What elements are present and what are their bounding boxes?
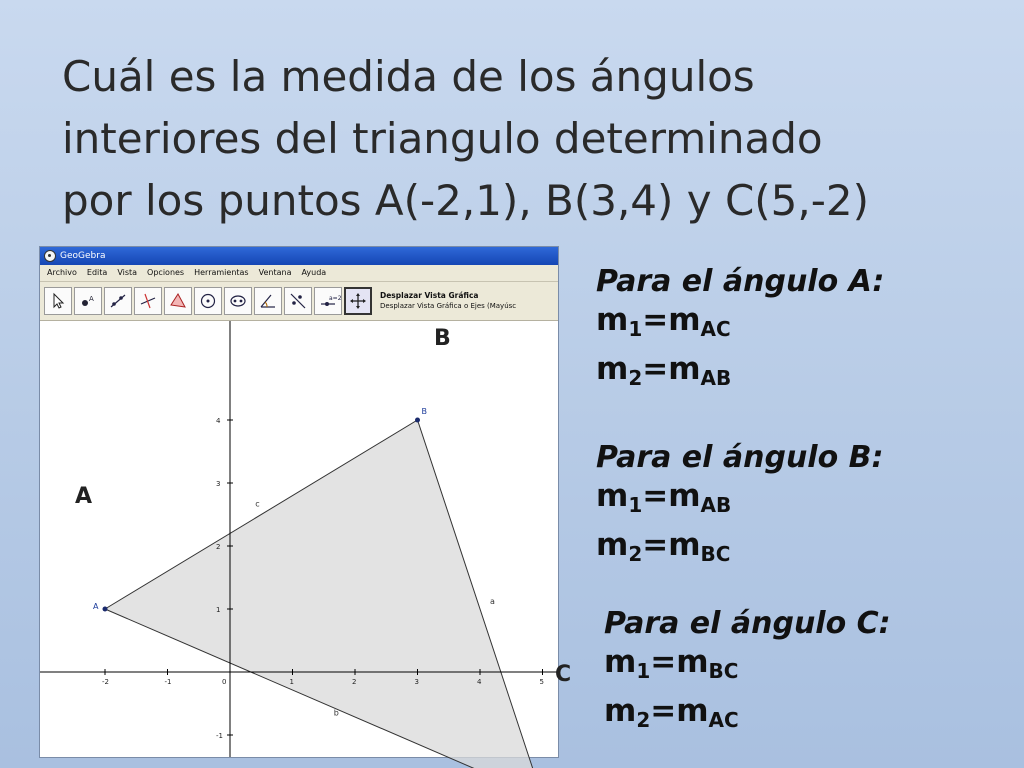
overlay-label-b: B [434,326,451,351]
menu-archivo[interactable]: Archivo [47,268,77,277]
angle-a-heading: Para el ángulo A: [596,264,885,299]
geogebra-logo-icon [44,250,56,262]
toolbar [40,282,558,321]
x-tick-label: -2 [102,678,109,686]
conic-tool-button[interactable] [224,287,252,315]
polygon-icon [169,292,187,310]
geogebra-window [39,246,559,758]
x-tick-label: 2 [352,678,357,686]
angle-b-m2: $m_2=m_{BC}$ [596,527,731,566]
tool-info [380,291,516,311]
menu-vista[interactable]: Vista [117,268,138,277]
point-tool-button[interactable] [74,287,102,315]
x-tick-label: 4 [477,678,482,686]
menu-herramientas[interactable]: Herramientas [194,268,249,277]
active-tool-name: Desplazar Vista Gráfica [380,291,479,300]
graphics-view[interactable] [40,321,558,757]
y-tick-label: 2 [216,543,221,551]
move-arrows-icon [349,292,367,310]
point-icon [79,292,97,310]
title-line-3: por los puntos A(-2,1), B(3,4) y C(5,-2) [62,176,870,225]
x-tick-label: 1 [289,678,294,686]
title-line-2: interiores del triangulo determinado [62,114,823,163]
overlay-label-a: A [75,484,93,509]
perpendicular-icon [139,292,157,310]
x-tick-label: 5 [539,678,544,686]
angle-icon [259,292,277,310]
svg-text:A: A [89,295,94,303]
ellipse-icon [229,292,247,310]
arrow-cursor-icon [49,292,67,310]
slide-title [62,46,962,232]
x-tick-label: 0 [222,678,227,686]
active-tool-help: Desplazar Vista Gráfica o Ejes (Mayúsc [380,302,517,310]
angle-tool-button[interactable] [254,287,282,315]
circle-tool-button[interactable] [194,287,222,315]
menu-bar [40,265,558,282]
x-tick-label: 3 [414,678,419,686]
menu-edita[interactable]: Edita [86,268,108,277]
angle-b-block [596,440,884,574]
slider-tool-button[interactable] [314,287,342,315]
title-line-1: Cuál es la medida de los ángulos [62,52,755,101]
angle-c-heading: Para el ángulo C: [604,606,891,641]
segment-label-a: a [490,597,495,606]
move-view-tool-button[interactable] [344,287,372,315]
point-label-b: B [421,407,427,416]
perpendicular-tool-button[interactable] [134,287,162,315]
menu-ventana[interactable]: Ventana [258,268,292,277]
segment-label-c: c [255,499,260,509]
angle-c-m1: $m_1=m_{BC}$ [604,644,739,683]
circle-icon [199,292,217,310]
slider-icon [319,292,342,310]
x-tick-label: -1 [164,678,172,686]
line-tool-button[interactable] [104,287,132,315]
geogebra-titlebar [40,247,558,265]
polygon-tool-button[interactable] [164,287,192,315]
y-tick-label: 4 [216,417,221,425]
angle-a-m2: $m_2=m_{AB}$ [596,351,732,390]
point-b[interactable] [415,418,420,423]
reflect-icon [289,292,307,310]
angle-a-block [596,264,884,398]
y-tick-label: 1 [216,606,221,614]
menu-opciones[interactable]: Opciones [147,268,185,277]
angle-b-m1: $m_1=m_{AB}$ [596,478,732,517]
menu-ayuda[interactable]: Ayuda [301,268,327,277]
window-title: GeoGebra [60,251,106,261]
triangle-polygon[interactable] [105,420,543,768]
move-tool-button[interactable] [44,287,72,315]
overlay-label-c: C [555,662,572,687]
angle-c-m2: $m_2=m_{AC}$ [604,693,739,732]
svg-text:a=2: a=2 [329,295,342,302]
segment-label-b: b [333,708,339,718]
angle-c-block [604,606,891,740]
y-tick-label: -1 [216,732,223,740]
angle-b-heading: Para el ángulo B: [596,440,884,475]
line-icon [109,292,127,310]
reflect-tool-button[interactable] [284,287,312,315]
point-label-a: A [93,602,99,611]
angle-a-m1: $m_1=m_{AC}$ [596,302,731,341]
y-tick-label: 3 [216,480,221,488]
point-a[interactable] [103,607,108,612]
